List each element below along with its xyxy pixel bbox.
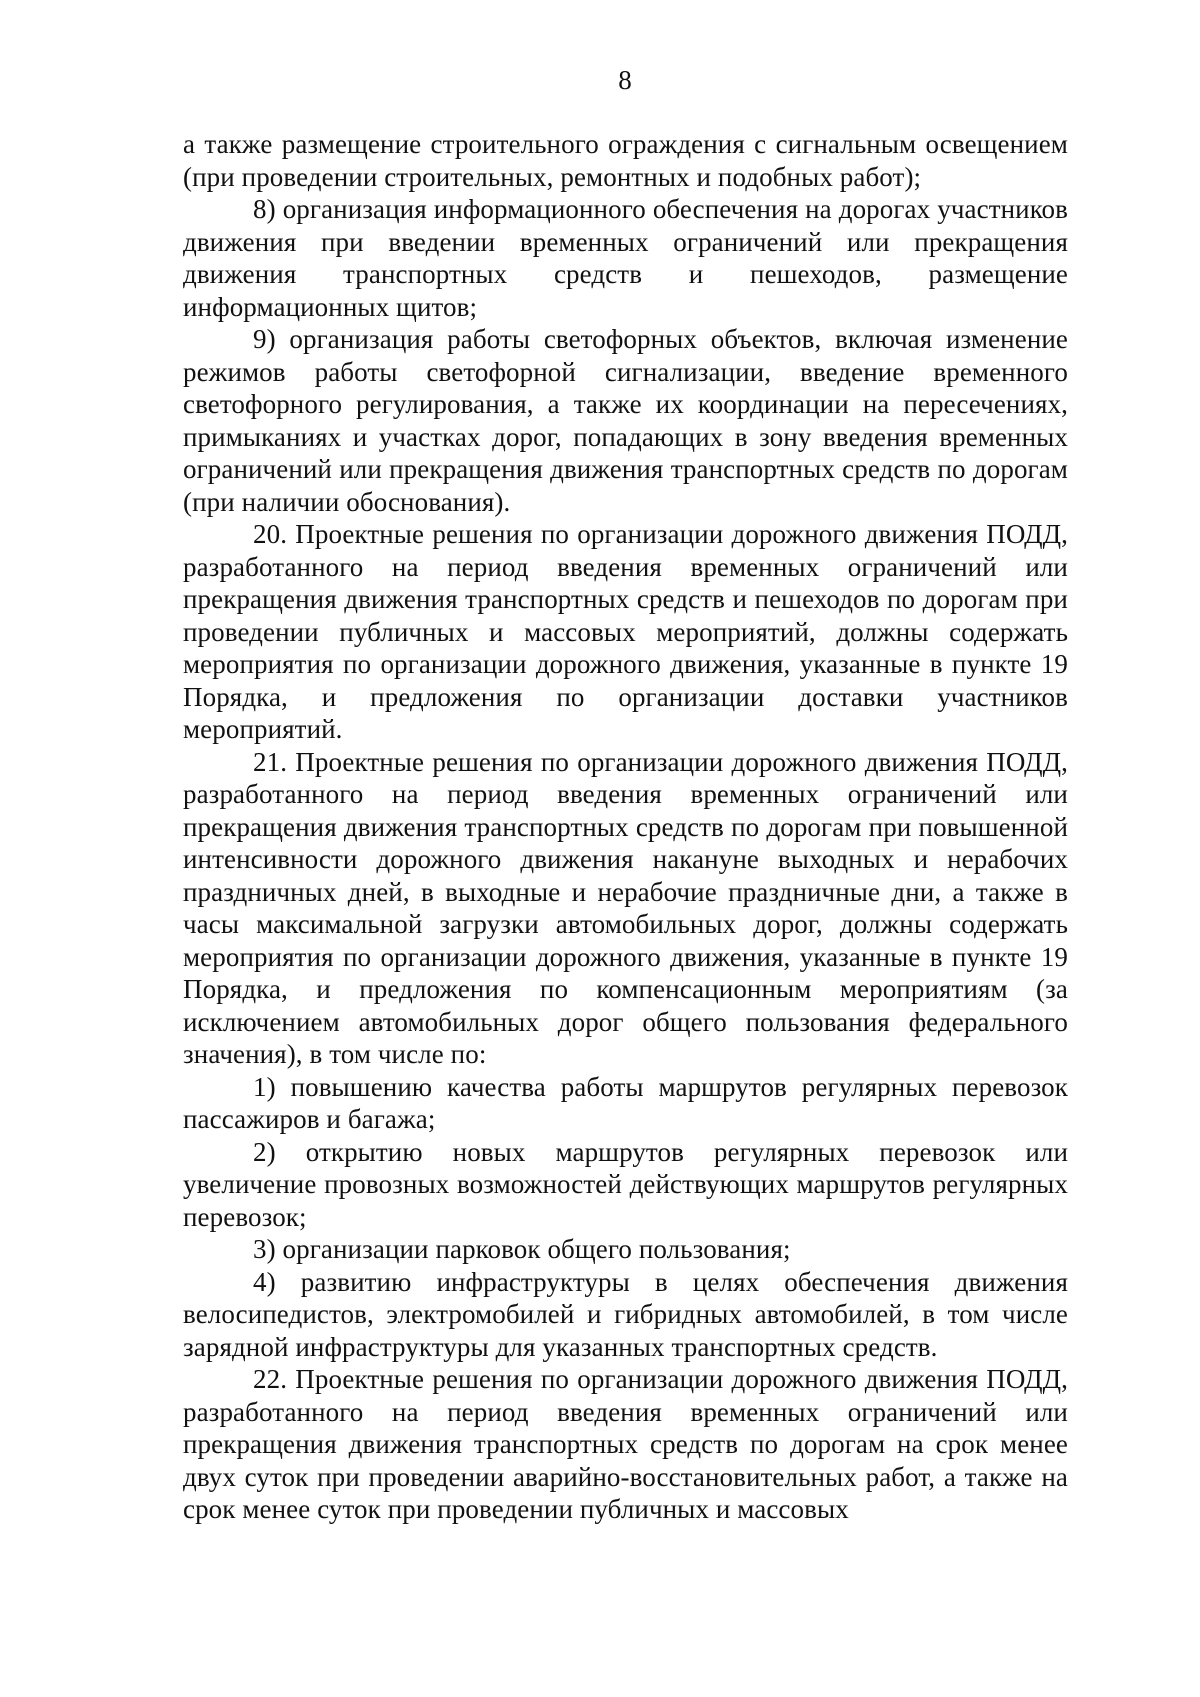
paragraph-subitem-2: 2) открытию новых маршрутов регулярных перевозок или увеличение провозных возможностей действующих маршрутов регулярных перевозок; xyxy=(183,1136,1068,1232)
document-body xyxy=(183,128,1068,1526)
paragraph-subitem-4: 4) развитию инфраструктуры в целях обеспечения движения велосипедистов, электромобилей и гибридных автомобилей, в том числе зарядной инфраструктуры для указанных транспортных средств. xyxy=(183,1266,1068,1362)
paragraph-clause-21: 21. Проектные решения по организации дорожного движения ПОДД, разработанного на период введения временных ограничений или прекращения движения транспортных средств по дорогам при повышенной интенсивности дорожного движения накануне выходных и нерабочих праздничных дней, в выходные и нерабочие праздничные дни, а также в часы максимальной загрузки автомобильных дорог, должны содержать мероприятия по организации дорожного движения, указанные в пункте 19 Порядка, и предложения по компенсационным мероприятиям (за исключением автомобильных дорог общего пользования федерального значения), в том числе по: xyxy=(183,746,1068,1069)
paragraph-clause-20: 20. Проектные решения по организации дорожного движения ПОДД, разработанного на период введения временных ограничений или прекращения движения транспортных средств и пешеходов по дорогам при проведении публичных и массовых мероприятий, должны содержать мероприятия по организации дорожного движения, указанные в пункте 19 Порядка, и предложения по организации доставки участников мероприятий. xyxy=(183,519,1068,744)
paragraph-item-9: 9) организация работы светофорных объектов, включая изменение режимов работы светофорной сигнализации, введение временного светофорного регулирования, а также их координации на пересечениях, примыканиях и участках дорог, попадающих в зону введения временных ограничений или прекращения движения транспортных средств по дорогам (при наличии обоснования). xyxy=(183,324,1068,517)
paragraph-subitem-1: 1) повышению качества работы маршрутов регулярных перевозок пассажиров и багажа; xyxy=(183,1071,1068,1134)
page-number: 8 xyxy=(618,65,632,95)
paragraph-signal-lighting: а также размещение строительного ограждения с сигнальным освещением (при проведении строительных, ремонтных и подобных работ); xyxy=(183,129,1068,192)
paragraph-subitem-3: 3) организации парковок общего пользования; xyxy=(253,1234,791,1264)
paragraph-clause-22: 22. Проектные решения по организации дорожного движения ПОДД, разработанного на период введения временных ограничений или прекращения движения транспортных средств по дорогам на срок менее двух суток при проведении аварийно-восстановительных работ, а также на срок менее суток при проведении публичных и массовых xyxy=(183,1364,1068,1524)
paragraph-item-8: 8) организация информационного обеспечения на дорогах участников движения при введении временных ограничений или прекращения движения транспортных средств и пешеходов, размещение информационных щитов; xyxy=(183,194,1068,322)
